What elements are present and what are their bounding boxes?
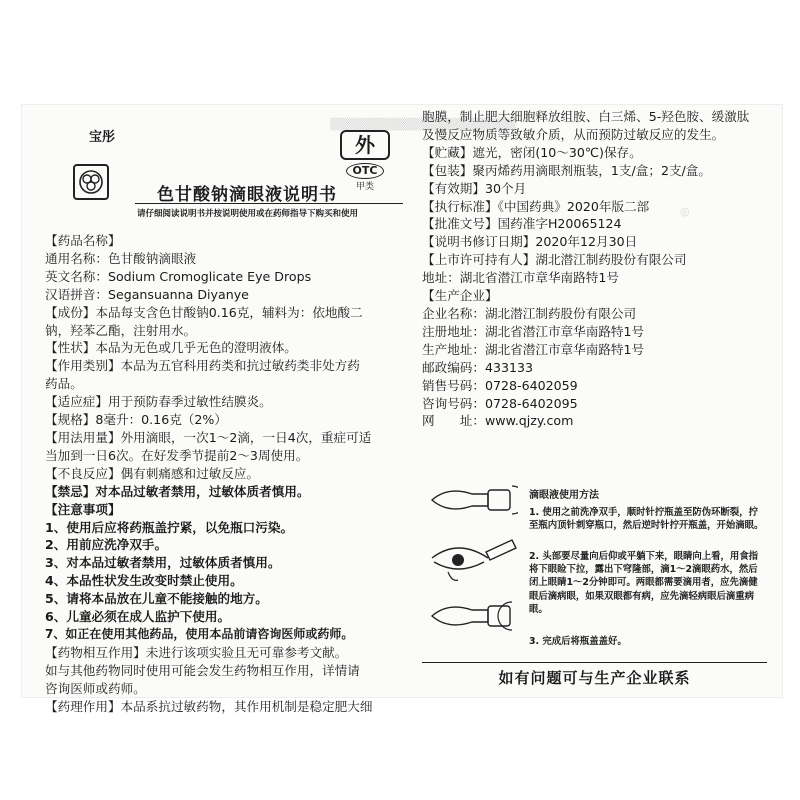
title-divider xyxy=(135,203,403,204)
otc-label: OTC xyxy=(346,163,384,179)
text-line: 生产地址：湖北省潜江市章华南路特1号 xyxy=(422,341,645,357)
twist-cap-illustration-icon xyxy=(428,480,518,524)
usage-method-panel xyxy=(422,478,767,658)
brand-logo-icon xyxy=(73,164,109,200)
text-line: 当加到一日6次。在好发季节提前2～3周使用。 xyxy=(45,447,309,463)
precaution-item: 1、使用后应将药瓶盖拧紧，以免瓶口污染。 xyxy=(45,519,294,535)
precaution-item: 3、对本品过敏者禁用，过敏体质者慎用。 xyxy=(45,555,281,571)
text-line: 钠，羟苯乙酯，注射用水。 xyxy=(45,322,197,338)
text-line: 通用名称：色甘酸钠滴眼液 xyxy=(45,250,197,266)
text-line: 【性状】本品为无色或几乎无色的澄明液体。 xyxy=(45,340,297,356)
section-heading: 【生产企业】 xyxy=(422,288,498,304)
text-line: 咨询医师或药师。 xyxy=(45,680,146,696)
precaution-item: 5、请将本品放在儿童不能接触的地方。 xyxy=(45,591,268,607)
right-column xyxy=(422,108,767,430)
text-line: 汉语拼音：Segansuanna Diyanye xyxy=(45,286,249,302)
brand-block xyxy=(67,126,137,145)
otc-class: 甲类 xyxy=(355,182,374,192)
left-body xyxy=(45,232,410,715)
text-line: 【适应症】用于预防春季过敏性结膜炎。 xyxy=(45,394,272,410)
precaution-item: 7、如正在使用其他药品，使用本品前请咨询医师或药师。 xyxy=(45,626,354,641)
text-line: 【不良反应】偶有刺痛感和过敏反应。 xyxy=(45,465,260,481)
text-line: 【成份】本品每支含色甘酸钠0.16克，辅料为：依地酸二 xyxy=(45,304,363,320)
usage-step-3: 3. 完成后将瓶盖盖好。 xyxy=(529,636,627,647)
text-line: 【药物相互作用】未进行该项实验且无可靠参考文献。 xyxy=(45,644,348,660)
usage-method-title: 滴眼液使用方法 xyxy=(529,490,599,501)
close-cap-illustration-icon xyxy=(428,596,518,640)
external-use-mark: 外 xyxy=(340,130,390,160)
leaflet-header xyxy=(45,108,410,220)
contact-notice: 如有问题可与生产企业联系 xyxy=(422,662,767,688)
text-line: 咨询号码：0728-6402095 xyxy=(422,395,578,411)
text-line: 【贮藏】遮光，密闭(10～30℃)保存。 xyxy=(422,144,642,160)
text-line: 销售号码：0728-6402059 xyxy=(422,377,578,393)
text-line: 网 址：www.qjzy.com xyxy=(422,413,574,429)
page-title: 色甘酸钠滴眼液说明书 xyxy=(157,185,337,205)
text-line: 【上市许可持有人】湖北潜江制药股份有限公司 xyxy=(422,252,687,268)
text-line: 【包装】聚丙烯药用滴眼剂瓶装，1支/盒；2支/盒。 xyxy=(422,162,711,178)
text-line: 地址：湖北省潜江市章华南路特1号 xyxy=(422,270,619,286)
text-line: 胞膜，制止肥大细胞释放组胺、白三烯、5-羟色胺、缓激肽 xyxy=(422,109,750,124)
text-line: 【说明书修订日期】2020年12月30日 xyxy=(422,234,638,250)
text-line: 【执行标准】《中国药典》2020年版二部 xyxy=(422,198,650,214)
text-line: 企业名称：湖北潜江制药股份有限公司 xyxy=(422,305,637,321)
text-line: 【作用类别】本品为五官科用药类和抗过敏药类非处方药 xyxy=(45,358,360,374)
section-heading: 【注意事项】 xyxy=(45,501,121,517)
left-column xyxy=(45,108,410,714)
text-line: 【用法用量】外用滴眼，一次1～2滴，一日4次，重症可适 xyxy=(45,429,372,445)
text-line: 【批准文号】国药准字H20065124 xyxy=(422,216,622,232)
bleed-through-text: ▒▒▒▒▒▒▒▒▒▒▒▒▒▒▒▒▒▒▒▒▒▒ xyxy=(330,118,517,131)
text-line: 如与其他药物同时使用可能会发生药物相互作用，详情请 xyxy=(45,662,360,678)
text-line: 注册地址：湖北省潜江市章华南路特1号 xyxy=(422,323,645,339)
precaution-item: 2、用前应洗净双手。 xyxy=(45,537,168,553)
text-line: 【有效期】30个月 xyxy=(422,180,527,196)
reading-notice: 请仔细阅读说明书并按说明使用或在药师指导下购买和使用 xyxy=(137,209,359,219)
text-line: 【规格】8毫升：0.16克（2%） xyxy=(45,412,227,428)
precaution-item: 4、本品性状发生改变时禁止使用。 xyxy=(45,573,243,589)
otc-badge xyxy=(340,130,390,192)
brand-name: 宝彤 xyxy=(88,130,115,145)
section-heading: 【药品名称】 xyxy=(45,233,121,248)
eye-drop-illustration-icon xyxy=(428,536,518,588)
usage-step-1: 1. 使用之前洗净双手，顺时针拧瓶盖至防伪环断裂，拧至瓶内顶针刺穿瓶口，然后逆时针拧开瓶盖，开始滴眼。 xyxy=(529,507,764,532)
text-line: 及慢反应物质等致敏介质，从而预防过敏反应的发生。 xyxy=(422,126,725,142)
text-line: 药品。 xyxy=(45,376,83,392)
usage-step-2: 2. 头部要尽量向后仰或平躺下来，眼睛向上看，用食指将下眼睑下拉，露出下穹隆部，滴1～2滴眼药水，然后闭上眼睛1～2分钟即可。两眼都需要滴用者，应先滴健眼后滴病眼，如果双眼都有病，应先滴轻病眼后滴重病眼。 xyxy=(529,551,758,615)
text-line: 【禁忌】对本品过敏者禁用，过敏体质者慎用。 xyxy=(45,483,310,499)
text-line: 英文名称：Sodium Cromoglicate Eye Drops xyxy=(45,268,312,284)
bleed-through-logo: ◎ xyxy=(680,205,690,218)
text-line: 邮政编码：433133 xyxy=(422,359,534,375)
text-line: 【药理作用】本品系抗过敏药物，其作用机制是稳定肥大细 xyxy=(45,698,373,714)
precaution-item: 6、儿童必须在成人监护下使用。 xyxy=(45,609,231,625)
